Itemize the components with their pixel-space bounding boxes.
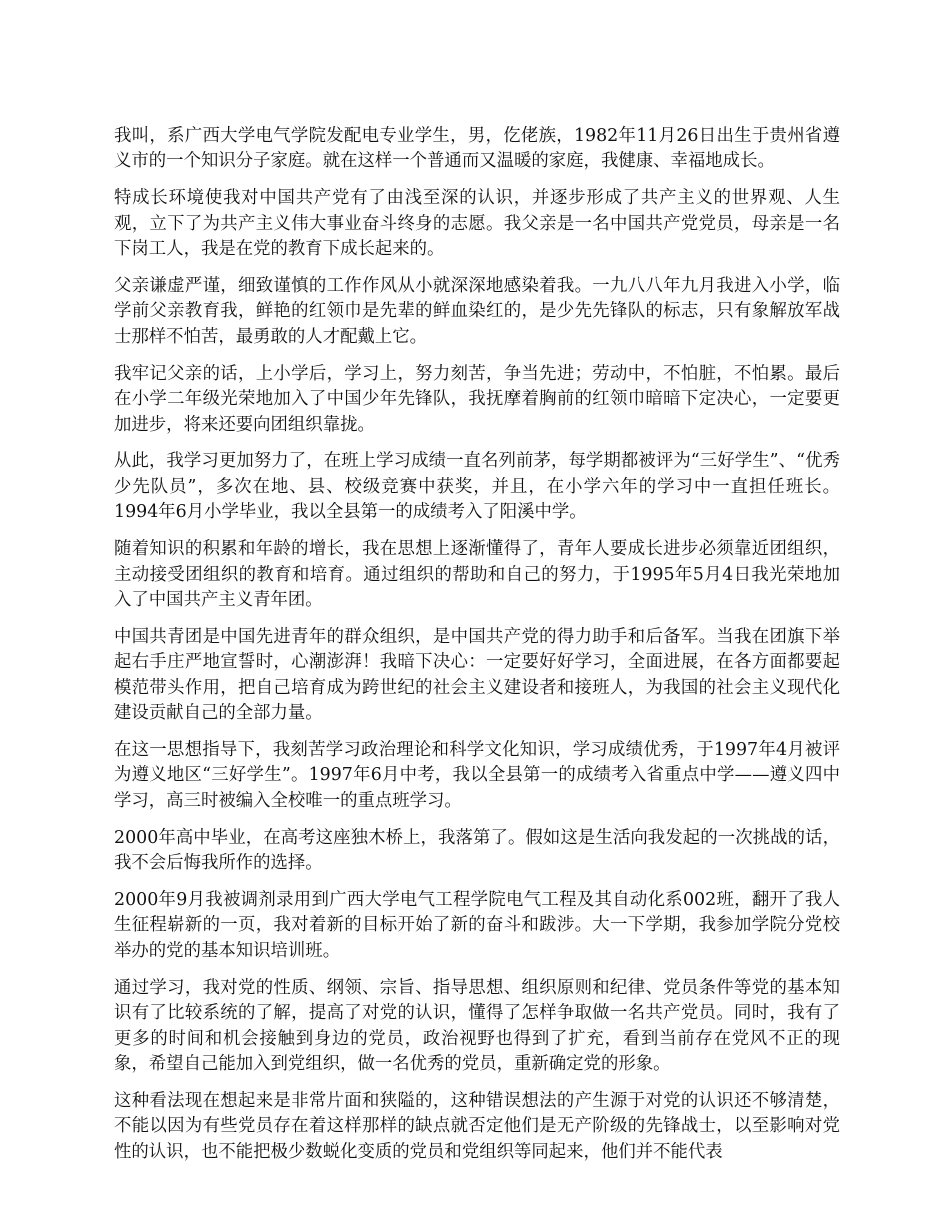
paragraph: 2000年9月我被调剂录用到广西大学电气工程学院电气工程及其自动化系002班，翻开了我人生征程崭新的一页，我对着新的目标开始了新的奋斗和跋涉。大一下学期，我参加学院分党校举办的党的基本知识培训班。 <box>114 890 840 961</box>
paragraph: 在这一思想指导下，我刻苦学习政治理论和科学文化知识，学习成绩优秀，于1997年4月被评为遵义地区“三好学生”。1997年6月中考，我以全县第一的成绩考入省重点中学——遵义四中学习，高三时被编入全校唯一的重点班学习。 <box>114 740 840 811</box>
paragraph: 我牢记父亲的话，上小学后，学习上，努力刻苦，争当先进；劳动中，不怕脏，不怕累。最后在小学二年级光荣地加入了中国少年先锋队，我抚摩着胸前的红领巾暗暗下定决心，一定要更加进步，将来还要向团组织靠拢。 <box>114 363 840 435</box>
paragraph: 通过学习，我对党的性质、纲领、宗旨、指导思想、组织原则和纪律、党员条件等党的基本知识有了比较系统的了解，提高了对党的认识，懂得了怎样争取做一名共产党员。同时，我有了更多的时间和机会接触到身边的党员，政治视野也得到了扩充，看到当前存在党风不正的现象，希望自己能加入到党组织，做一名优秀的党员，重新确定党的形象。 <box>114 977 840 1074</box>
paragraph: 随着知识的积累和年龄的增长，我在思想上逐渐懂得了，青年人要成长进步必须靠近团组织，主动接受团组织的教育和培育。通过组织的帮助和自己的努力，于1995年5月4日我光荣地加入了中国共产主义青年团。 <box>114 539 840 610</box>
paragraph: 父亲谦虚严谨，细致谨慎的工作作风从小就深深地感染着我。一九八八年九月我进入小学，临学前父亲教育我，鲜艳的红领巾是先辈的鲜血染红的，是少先先锋队的标志，只有象解放军战士那样不怕苦，最勇敢的人才配戴上它。 <box>114 276 840 347</box>
paragraph: 2000年高中毕业，在高考这座独木桥上，我落第了。假如这是生活向我发起的一次挑战的话，我不会后悔我所作的选择。 <box>114 827 840 874</box>
paragraph: 中国共青团是中国先进青年的群众组织，是中国共产党的得力助手和后备军。当我在团旗下举起右手庄严地宣誓时，心潮澎湃！我暗下决心：一定要好好学习，全面进展，在各方面都要起模范带头作用，把自己培育成为跨世纪的社会主义建设者和接班人，为我国的社会主义现代化建设贡献自己的全部力量。 <box>114 626 840 724</box>
paragraph: 这种看法现在想起来是非常片面和狭隘的，这种错误想法的产生源于对党的认识还不够清楚，不能以因为有些党员存在着这样那样的缺点就否定他们是无产阶级的先锋战士，以至影响对党性的认识，也不能把极少数蜕化变质的党员和党组织等同起来，他们并不能代表 <box>114 1090 840 1162</box>
document-page <box>114 124 840 1177</box>
paragraph: 我叫，系广西大学电气学院发配电专业学生，男，仡佬族，1982年11月26日出生于贵州省遵义市的一个知识分子家庭。就在这样一个普通而又温暖的家庭，我健康、幸福地成长。 <box>114 126 840 172</box>
paragraph: 从此，我学习更加努力了，在班上学习成绩一直名列前茅，每学期都被评为“三好学生”、“优秀少先队员”，多次在地、县、校级竞赛中获奖，并且，在小学六年的学习中一直担任班长。1994年6月小学毕业，我以全县第一的成绩考入了阳溪中学。 <box>114 451 840 523</box>
paragraph: 特成长环境使我对中国共产党有了由浅至深的认识，并逐步形成了共产主义的世界观、人生观，立下了为共产主义伟大事业奋斗终身的志愿。我父亲是一名中国共产党党员，母亲是一名下岗工人，我是在党的教育下成长起来的。 <box>114 188 840 260</box>
